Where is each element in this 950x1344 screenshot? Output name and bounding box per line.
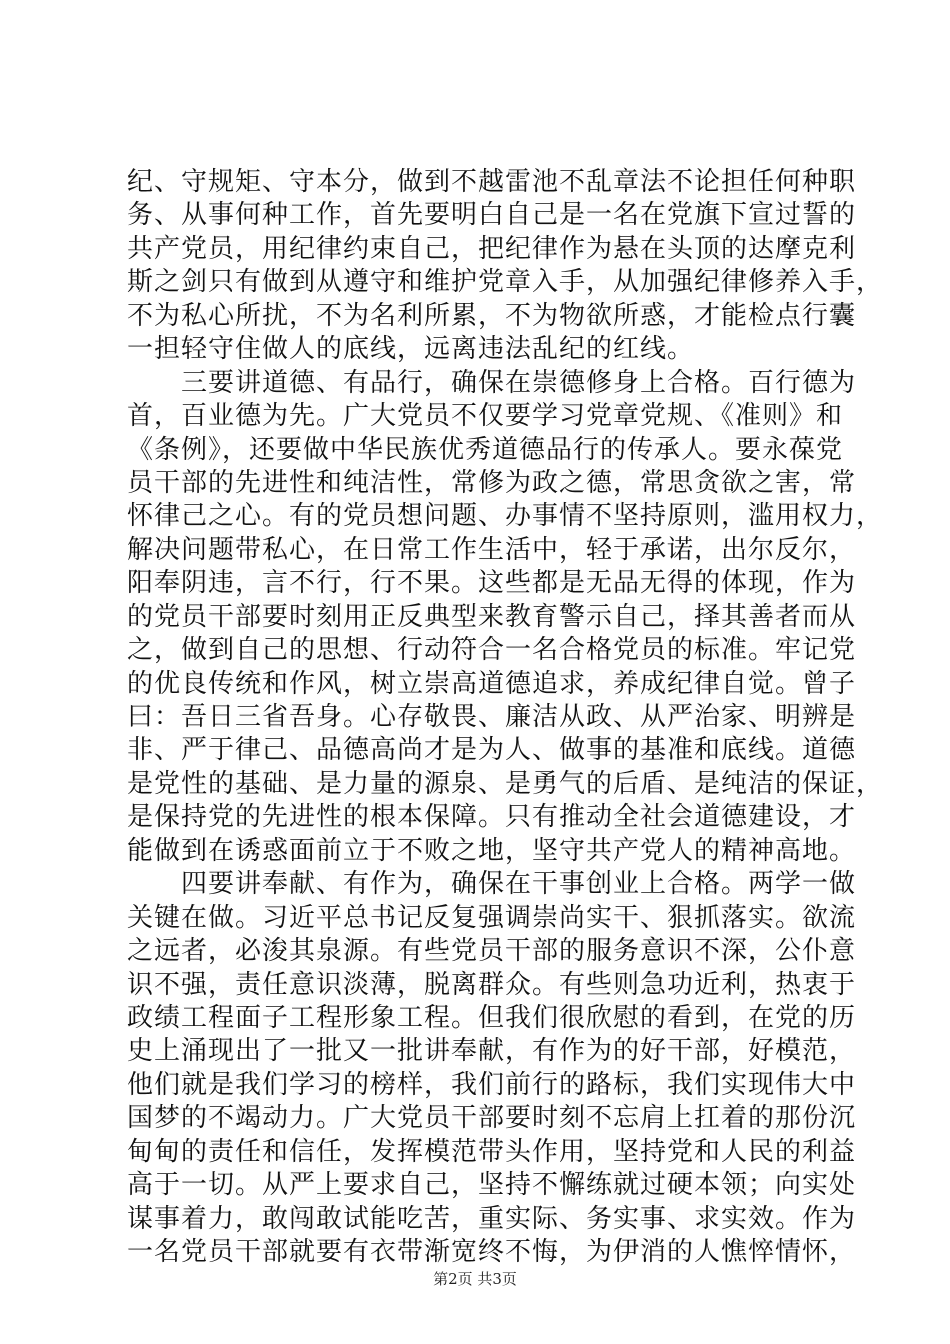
text-line: 员干部的先进性和纯洁性，常修为政之德，常思贪欲之害，常 [127, 467, 857, 498]
text-line: 国梦的不竭动力。广大党员干部要时刻不忘肩上扛着的那份沉 [127, 1103, 857, 1134]
text-line: 的党员干部要时刻用正反典型来教育警示自己，择其善者而从 [127, 601, 857, 632]
text-line: 首，百业德为先。广大党员不仅要学习党章党规、《准则》和 [127, 401, 844, 432]
text-line: 史上涌现出了一批又一批讲奉献，有作为的好干部，好模范， [127, 1036, 857, 1067]
text-line: 务、从事何种工作，首先要明白自己是一名在党旗下宣过誓的 [127, 200, 857, 231]
text-line: 一担轻守住做人的底线，远离违法乱纪的红线。 [127, 334, 695, 365]
text-line: 非、严于律己、品德高尚才是为人、做事的基准和底线。道德 [127, 735, 857, 766]
page-footer [0, 1268, 950, 1289]
text-line: 高于一切。从严上要求自己，坚持不懈练就过硬本领；向实处 [127, 1170, 857, 1201]
text-line: 曰：吾日三省吾身。心存敬畏、廉洁从政、从严治家、明辨是 [127, 702, 857, 732]
text-line: 是党性的基础、是力量的源泉、是勇气的后盾、是纯洁的保证， [127, 768, 884, 799]
text-line: 三要讲道德、有品行，确保在崇德修身上合格。百行德为 [127, 367, 857, 398]
text-line: 识不强，责任意识淡薄，脱离群众。有些则急功近利，热衷于 [127, 969, 857, 1000]
text-line: 纪、守规矩、守本分，做到不越雷池不乱章法不论担任何种职 [127, 167, 857, 197]
text-line: 《条例》，还要做中华民族优秀道德品行的传承人。要永葆党 [127, 434, 844, 465]
text-line: 共产党员，用纪律约束自己，把纪律作为悬在头顶的达摩克利 [127, 233, 857, 264]
text-line: 四要讲奉献、有作为，确保在干事创业上合格。两学一做 [127, 869, 857, 900]
text-line: 之，做到自己的思想、行动符合一名合格党员的标准。牢记党 [127, 635, 857, 666]
text-line: 不为私心所扰，不为名利所累，不为物欲所惑，才能检点行囊 [127, 300, 857, 331]
text-line: 政绩工程面子工程形象工程。但我们很欣慰的看到，在党的历 [127, 1002, 857, 1033]
text-line: 的优良传统和作风，树立崇高道德追求，养成纪律自觉。曾子 [127, 668, 857, 699]
text-line: 阳奉阴违，言不行，行不果。这些都是无品无得的体现，作为 [127, 568, 857, 599]
text-line: 关键在做。习近平总书记反复强调崇尚实干、狠抓落实。欲流 [127, 902, 857, 933]
text-line: 是保持党的先进性的根本保障。只有推动全社会道德建设，才 [127, 802, 857, 833]
text-line: 一名党员干部就要有衣带渐宽终不悔，为伊消的人憔悴情怀， [127, 1237, 857, 1267]
page-number-label: 第2页 共3页 [433, 1270, 517, 1288]
text-line: 之远者，必浚其泉源。有些党员干部的服务意识不深，公仆意 [127, 936, 857, 967]
document-body [127, 166, 884, 1269]
text-line: 甸甸的责任和信任，发挥模范带头作用，坚持党和人民的利益 [127, 1136, 857, 1167]
text-line: 斯之剑只有做到从遵守和维护党章入手，从加强纪律修养入手， [127, 267, 884, 298]
text-line: 怀律己之心。有的党员想问题、办事情不坚持原则，滥用权力， [127, 501, 884, 532]
text-line: 能做到在诱惑面前立于不败之地，坚守共产党人的精神高地。 [127, 835, 857, 866]
text-line: 解决问题带私心，在日常工作生活中，轻于承诺，出尔反尔， [127, 534, 857, 565]
text-line: 他们就是我们学习的榜样，我们前行的路标，我们实现伟大中 [127, 1069, 857, 1100]
text-line: 谋事着力，敢闯敢试能吃苦，重实际、务实事、求实效。作为 [127, 1203, 857, 1234]
